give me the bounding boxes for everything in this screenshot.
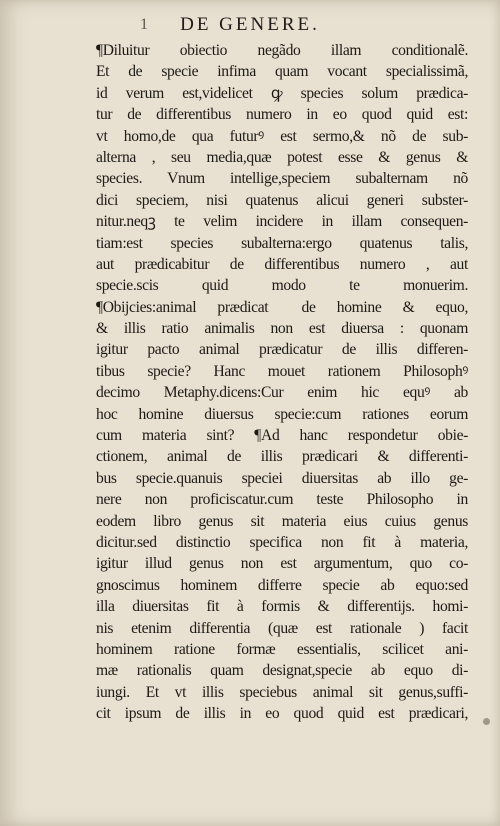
page-header — [0, 12, 500, 42]
text-line: illa diuersitas fit à formis & differentijs. homi- — [96, 598, 468, 616]
text-line: nitur.neqꝫ te velim incidere in illam consequen- — [96, 213, 468, 231]
text-line: nis etenim differentia (quæ est rationale ) facit — [96, 619, 468, 637]
text-line: dicitur.sed distinctio specifica non fit à materia, — [96, 533, 468, 551]
text-line: tiam:est species subalterna:ergo quatenus talis, — [96, 234, 468, 252]
text-line: hominem ratione formæ essentialis, scilicet ani- — [96, 640, 468, 658]
text-line: mæ rationalis quam designat,specie ab equo di- — [96, 662, 468, 680]
text-line: species. Vnum intellige,speciem subalternam nõ — [96, 170, 468, 188]
text-block — [96, 40, 468, 725]
text-line: Et de specie infima quam vocant specialissimã, — [96, 63, 468, 81]
text-line: alterna , seu media,quæ potest esse & genus & — [96, 148, 468, 166]
text-line: eodem libro genus sit materia eius cuius genus — [96, 512, 468, 530]
page-number: 1 — [140, 16, 148, 33]
text-line: id verum est,videlicet ꝙ species solum prædica- — [96, 84, 468, 102]
text-line: igitur pacto animal prædicatur de illis differen- — [96, 341, 468, 359]
text-line: ctionem, animal de illis prædicari & differenti- — [96, 448, 468, 466]
text-line: specie.scis quid modo te monuerim. — [96, 277, 468, 295]
text-line: iungi. Et vt illis speciebus animal sit genus,suffi- — [96, 683, 468, 701]
text-line: cit ipsum de illis in eo quod quid est prædicari, — [96, 705, 468, 723]
text-line: dici speciem, nisi quatenus alicui generi subster- — [96, 191, 468, 209]
running-head: DE GENERE. — [180, 14, 320, 35]
text-line: hoc homine diuersus specie:cum rationes eorum — [96, 405, 468, 423]
text-line: cum materia sint? ¶Ad hanc respondetur obie- — [96, 427, 468, 445]
text-line: decimo Metaphy.dicens:Cur enim hic equꝰ ab — [96, 384, 468, 402]
text-line: & illis ratio animalis non est diuersa : quonam — [96, 320, 468, 338]
text-line: tur de differentibus numero in eo quod quid est: — [96, 106, 468, 124]
text-line: gnoscimus hominem differre specie ab equo:sed — [96, 576, 468, 594]
text-line: igitur illud genus non est argumentum, quo co- — [96, 555, 468, 573]
text-line: vt homo,de qua futurꝰ est sermo,& nõ de sub- — [96, 127, 468, 145]
text-line: ¶Diluitur obiectio negãdo illam conditionalẽ. — [96, 42, 468, 59]
text-line: nere non proficiscatur.cum teste Philosopho in — [96, 491, 468, 509]
text-line: aut prædicabitur de differentibus numero , aut — [96, 255, 468, 273]
ink-smudge — [483, 718, 490, 725]
text-line: ¶Obijcies:animal prædicatᷣ de homine & equo, — [96, 298, 468, 316]
text-line: bus specie.quanuis speciei diuersitas ab illo ge- — [96, 469, 468, 487]
text-line: tibus specie? Hanc mouet rationem Philosophꝰ — [96, 362, 468, 380]
